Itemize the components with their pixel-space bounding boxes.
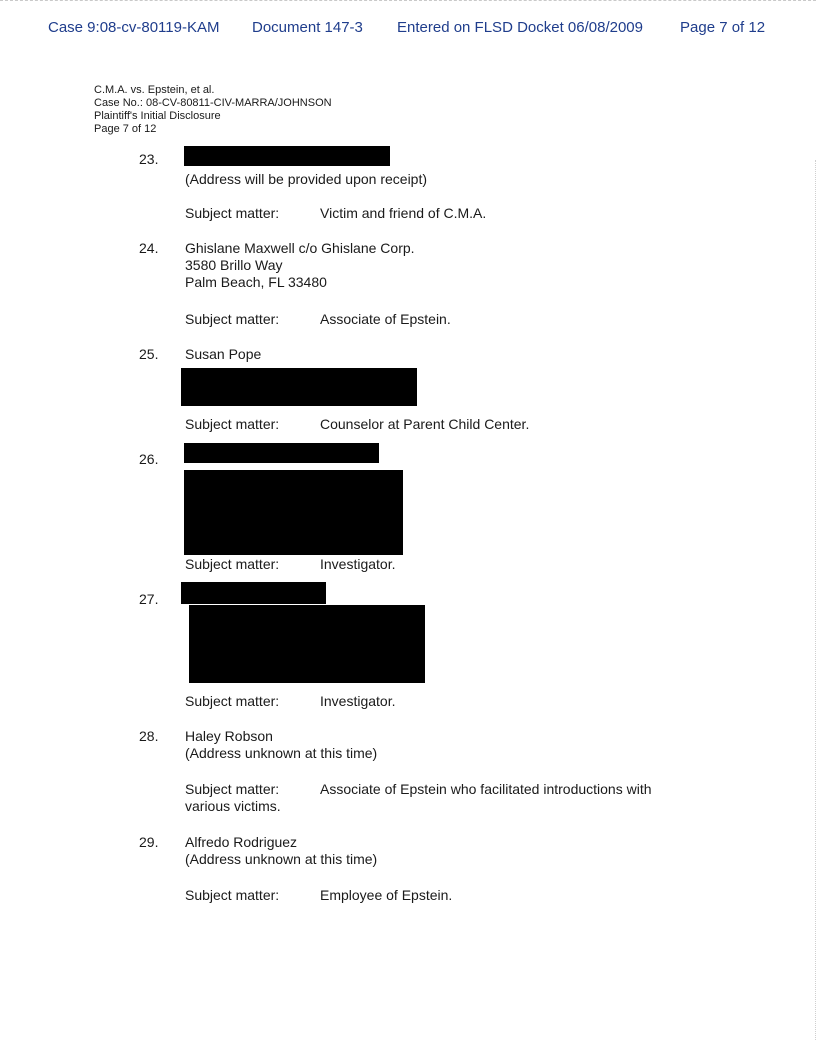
entry-number: 25. <box>139 346 159 362</box>
caption-title: Plaintiff's Initial Disclosure <box>94 110 221 122</box>
redaction-block <box>184 470 403 555</box>
case-caption <box>94 84 332 136</box>
header-rule <box>0 0 816 3</box>
entry-number: 23. <box>139 151 159 167</box>
redaction-block <box>181 582 326 604</box>
subject-label: Subject matter: <box>185 887 280 903</box>
entry-name: Alfredo Rodriguez <box>185 834 298 850</box>
subject-matter: Victim and friend of C.M.A. <box>320 205 487 221</box>
entry-number: 26. <box>139 451 159 467</box>
subject-matter: Employee of Epstein. <box>320 887 453 903</box>
subject-label: Subject matter: <box>185 205 280 221</box>
docket-header <box>0 0 816 36</box>
redaction-block <box>184 443 379 463</box>
entry-address: (Address unknown at this time) <box>185 851 378 867</box>
subject-matter: Investigator. <box>320 556 396 572</box>
subject-label: Subject matter: <box>185 781 280 797</box>
document-number: Document 147-3 <box>252 19 363 36</box>
entry-address: Palm Beach, FL 33480 <box>185 274 327 290</box>
subject-matter: Investigator. <box>320 693 396 709</box>
page-indicator: Page 7 of 12 <box>680 19 766 36</box>
redaction-block <box>181 368 417 406</box>
redaction-block <box>189 605 425 683</box>
case-number: Case 9:08-cv-80119-KAM <box>48 19 220 36</box>
entry-name: Ghislane Maxwell c/o Ghislane Corp. <box>185 240 415 256</box>
subject-label: Subject matter: <box>185 556 280 572</box>
subject-matter: Associate of Epstein who facilitated introductions with <box>320 781 652 797</box>
subject-matter-continued: various victims. <box>185 798 281 814</box>
entry-name: Susan Pope <box>185 346 262 362</box>
entry-address: (Address unknown at this time) <box>185 745 378 761</box>
entry-name: Haley Robson <box>185 728 273 744</box>
docket-entry: Entered on FLSD Docket 06/08/2009 <box>397 19 643 36</box>
entry-address: (Address will be provided upon receipt) <box>185 171 428 187</box>
subject-label: Subject matter: <box>185 693 280 709</box>
entry-number: 27. <box>139 591 159 607</box>
entry-number: 28. <box>139 728 159 744</box>
redaction-block <box>184 146 390 166</box>
entry-address: 3580 Brillo Way <box>185 257 283 273</box>
entry-number: 24. <box>139 240 159 256</box>
caption-page: Page 7 of 12 <box>94 123 157 135</box>
caption-parties: C.M.A. vs. Epstein, et al. <box>94 84 215 96</box>
subject-matter: Associate of Epstein. <box>320 311 451 327</box>
subject-label: Subject matter: <box>185 311 280 327</box>
subject-matter: Counselor at Parent Child Center. <box>320 416 530 432</box>
caption-case-no: Case No.: 08-CV-80811-CIV-MARRA/JOHNSON <box>94 97 332 109</box>
subject-label: Subject matter: <box>185 416 280 432</box>
entry-number: 29. <box>139 834 159 850</box>
